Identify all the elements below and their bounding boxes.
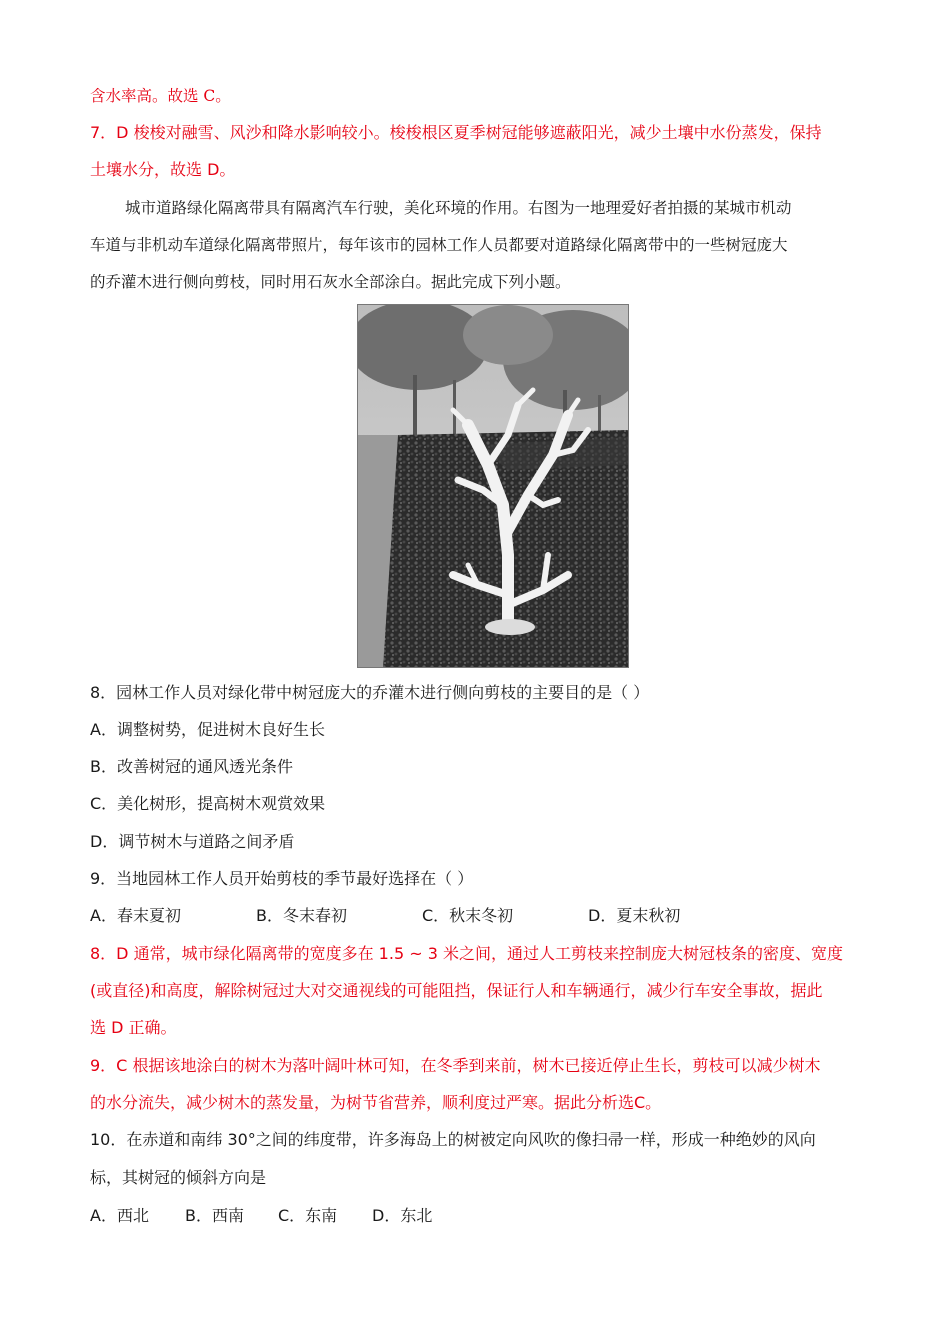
question-9-option-d[interactable]: D．夏末秋初 xyxy=(588,906,681,925)
question-10-option-c[interactable]: C．东南 xyxy=(278,1206,338,1225)
answer-7-line-2: 土壤水分，故选 D。 xyxy=(90,160,236,179)
question-10-option-b[interactable]: B．西南 xyxy=(185,1206,244,1225)
answer-8-line-1: 8．D 通常，城市绿化隔离带的宽度多在 1.5 ~ 3 米之间，通过人工剪枝来控制庞大树冠枝条的密度、宽度 xyxy=(90,944,843,963)
question-10-option-a[interactable]: A．西北 xyxy=(90,1206,149,1225)
question-10-line-1: 10．在赤道和南纬 30°之间的纬度带，许多海岛上的树被定向风吹的像扫帚一样，形成一种绝妙的风向 xyxy=(90,1130,816,1149)
question-8-option-c[interactable]: C．美化树形，提高树木观赏效果 xyxy=(90,794,326,813)
answer-9-line-2: 的水分流失，减少树木的蒸发量，为树节省营养，顺利度过严寒。据此分析选C。 xyxy=(90,1093,662,1112)
answer-7-line-1: 7．D 梭梭对融雪、风沙和降水影响较小。梭梭根区夏季树冠能够遮蔽阳光，减少土壤中水份蒸发，保持 xyxy=(90,123,822,142)
question-8-option-d[interactable]: D．调节树木与道路之间矛盾 xyxy=(90,832,295,851)
question-8-option-a[interactable]: A．调整树势，促进树木良好生长 xyxy=(90,720,325,739)
question-9-option-c[interactable]: C．秋末冬初 xyxy=(422,906,514,925)
question-10-line-2: 标，其树冠的倾斜方向是 xyxy=(90,1168,267,1187)
whitewashed-tree-photo xyxy=(357,304,629,668)
question-10-option-d[interactable]: D．东北 xyxy=(372,1206,433,1225)
question-9-stem: 9．当地园林工作人员开始剪枝的季节最好选择在（ ） xyxy=(90,869,474,888)
question-9-option-b[interactable]: B．冬末春初 xyxy=(256,906,347,925)
answer-prev-tail: 含水率高。故选 C。 xyxy=(90,87,231,105)
question-9-option-a[interactable]: A．春末夏初 xyxy=(90,906,181,925)
question-8-option-b[interactable]: B．改善树冠的通风透光条件 xyxy=(90,757,293,776)
answer-8-line-3: 选 D 正确。 xyxy=(90,1018,177,1037)
passage-line-3: 的乔灌木进行侧向剪枝，同时用石灰水全部涂白。据此完成下列小题。 xyxy=(90,273,571,291)
tree-photo-illustration xyxy=(358,305,628,667)
answer-9-line-1: 9．C 根据该地涂白的树木为落叶阔叶林可知，在冬季到来前，树木已接近停止生长，剪枝可以减少树木 xyxy=(90,1056,821,1075)
passage-line-2: 车道与非机动车道绿化隔离带照片，每年该市的园林工作人员都要对道路绿化隔离带中的一些树冠庞大 xyxy=(90,236,788,254)
passage-line-1: 城市道路绿化隔离带具有隔离汽车行驶，美化环境的作用。右图为一地理爱好者拍摄的某城市机动 xyxy=(125,199,792,217)
question-8-stem: 8．园林工作人员对绿化带中树冠庞大的乔灌木进行侧向剪枝的主要目的是（ ） xyxy=(90,683,650,702)
answer-8-line-2: (或直径)和高度，解除树冠过大对交通视线的可能阻挡，保证行人和车辆通行，减少行车安全事故，据此 xyxy=(90,981,823,1000)
